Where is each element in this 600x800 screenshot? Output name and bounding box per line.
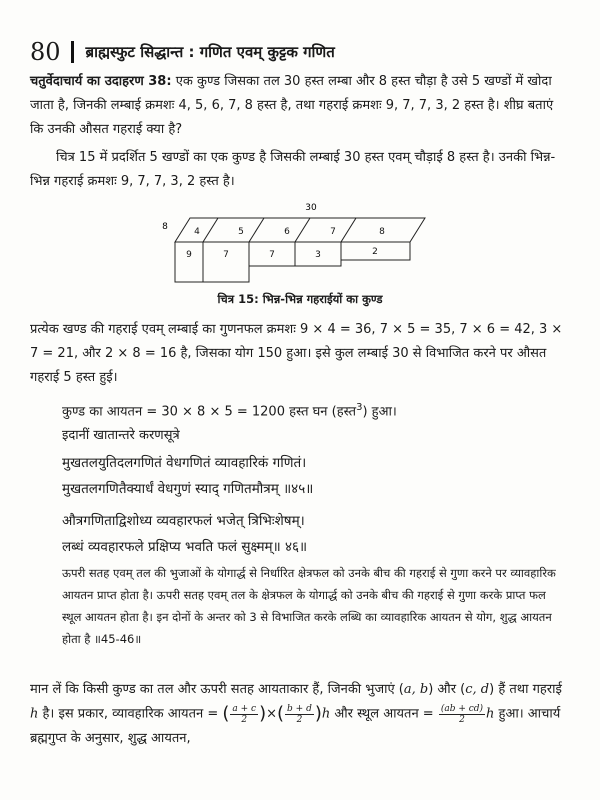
var-ab: a, b: [403, 682, 429, 697]
depth-label-1: 9: [186, 250, 192, 260]
header-divider: [71, 41, 74, 63]
volume-end: ) हुआ।: [362, 404, 397, 420]
length-label-3: 6: [284, 227, 290, 237]
final-paragraph: मान लें कि किसी कुण्ड का तल और ऊपरी सतह आयताकार हैं, जिनकी भुजाएं (a, b) और (c, d) हैं तथा गहराई h है। इस प्रकार, व्यावहारिक आयतन = ( $\frac{a + c}{2}$ )×( $\frac{b + d}{2}$ )h और स्थूल आयतन = $\frac{(ab + cd)}{2}$ h हुआ। आचार्य ब्रह्मगुप्त के अनुसार, शुद्ध आयतन,: [30, 682, 562, 746]
length-label-5: 8: [379, 227, 385, 237]
volume-text: कुण्ड का आयतन = 30 × 8 × 5 = 1200 हस्त घन (हस्त: [62, 404, 357, 420]
page-header: [30, 38, 335, 66]
var-cd: c, d: [465, 682, 490, 697]
commentary-note: ऊपरी सतह एवम् तल की भुजाओं के योगार्द्ध से निर्धारित क्षेत्रफल को उनके बीच की गहराई से गुणा करने पर व्यावहारिक आयतन प्राप्त होता है। ऊपरी सतह एवम् तल के क्षेत्रफल के योगार्द्ध को उनके बीच की गहराई से गुणा करके प्राप्त फल स्थूल आयतन होता है। इन दोनों के अन्तर को 3 से विभाजित करके लब्धि का व्यावहारिक आयतन से योग, शुद्ध आयतन होता है ॥45-46॥: [62, 566, 556, 646]
pit-diagram: [160, 198, 440, 298]
final-text-6: और स्थूल: [330, 706, 380, 722]
final-text-2: ) और: [428, 682, 457, 697]
header-title: ब्राह्मस्फुट सिद्धान्त : गणित एवम् कुट्टक गणित: [85, 43, 335, 61]
depth-label-5: 2: [372, 247, 378, 257]
figure-intro: चित्र 15 में प्रदर्शित 5 खण्डों का एक कुण्ड है जिसकी लम्बाई 30 हस्त एवम् चौड़ाई 8 हस्त है। उनकी भिन्न-भिन्न गहराई क्रमशः 9, 7, 7, 3, 2 हस्त है।: [30, 150, 556, 189]
example-text: एक कुण्ड जिसका तल 30 हस्त लम्बा और 8 हस्त चौड़ा है उसे 5 खण्डों में खोदा जाता है, जिनकी लम्बाई क्रमशः 4, 5, 6, 7, 8 हस्त है, तथा गहराई क्रमशः 9, 7, 7, 3, 2 हस्त है। शीघ्र बताएं कि उनकी औसत गहराई क्या है?: [30, 74, 554, 137]
final-text-7: आयतन =: [383, 706, 434, 722]
total-length-label: 30: [305, 203, 317, 213]
var-h-3: h: [486, 706, 495, 722]
fraction-2: $\frac{b + d}{2}$: [287, 703, 312, 725]
length-label-4: 7: [330, 227, 336, 237]
page-number: 80: [30, 38, 61, 66]
sloka-line-3: औत्रगणिताद्विशोध्य व्यवहारफलं भजेत् त्रिभिःशेषम्।: [62, 513, 305, 529]
sloka-block-1: [62, 450, 562, 502]
sloka-line-4: लब्धं व्यवहारफले प्रक्षिप्य भवति फलं सुक्ष्मम्॥ ४६॥: [62, 539, 308, 555]
volume-sup: 3: [356, 402, 363, 413]
fraction-1: $\frac{a + c}{2}$: [232, 703, 257, 725]
figure-caption: चित्र 15: भिन्न-भिन्न गहराईयों का कुण्ड: [217, 292, 383, 306]
depth-label-2: 7: [223, 250, 229, 260]
final-text-3: (: [460, 682, 466, 697]
product-paragraph: प्रत्येक खण्ड की गहराई एवम् लम्बाई का गुणनफल क्रमशः 9 × 4 = 36, 7 × 5 = 35, 7 × 6 = 42, 3 × 7 = 21, और 2 × 8 = 16 है, जिसका योग 150 हुआ। इसे कुल लम्बाई 30 से विभाजित करने पर औसत गहराई 5 हस्त हुई।: [30, 322, 563, 385]
sloka-line-1: मुखतलयुतिदलगणितं वेधगणितं व्यावहारिकं गणितं।: [62, 455, 307, 471]
example-paragraph: [30, 70, 570, 142]
depth-label-3: 7: [269, 250, 275, 260]
sloka-line-2: मुखतलगणितैक्यार्धं वेधगुणं स्याद् गणितमौत्रम् ॥४५॥: [62, 481, 314, 497]
sloka-block-2: [62, 508, 562, 560]
final-text-4: ) हैं तथा गहराई: [489, 682, 562, 697]
example-lead: चतुर्वेदाचार्य का उदाहरण 38:: [30, 74, 172, 89]
final-text-8: हुआ। आचार्य ब्रह्मगुप्त के अनुसार, शुद्ध आयतन,: [30, 706, 561, 746]
final-text-1: मान लें कि किसी कुण्ड का तल और ऊपरी सतह आयताकार हैं, जिनकी भुजाएं (: [30, 682, 404, 697]
volume-line: [62, 396, 562, 424]
var-h-1: h: [30, 706, 39, 722]
width-label: 8: [162, 222, 168, 232]
length-label-1: 4: [194, 227, 200, 237]
fraction-3: $\frac{(ab + cd)}{2}$: [440, 703, 484, 725]
depth-label-4: 3: [315, 250, 321, 260]
section-heading: इदानीं खातान्तरे करणसूत्रे: [62, 428, 180, 443]
var-h-2: h: [321, 706, 331, 722]
length-label-2: 5: [238, 227, 244, 237]
final-text-5: है। इस प्रकार, व्यावहारिक आयतन =: [38, 706, 219, 722]
